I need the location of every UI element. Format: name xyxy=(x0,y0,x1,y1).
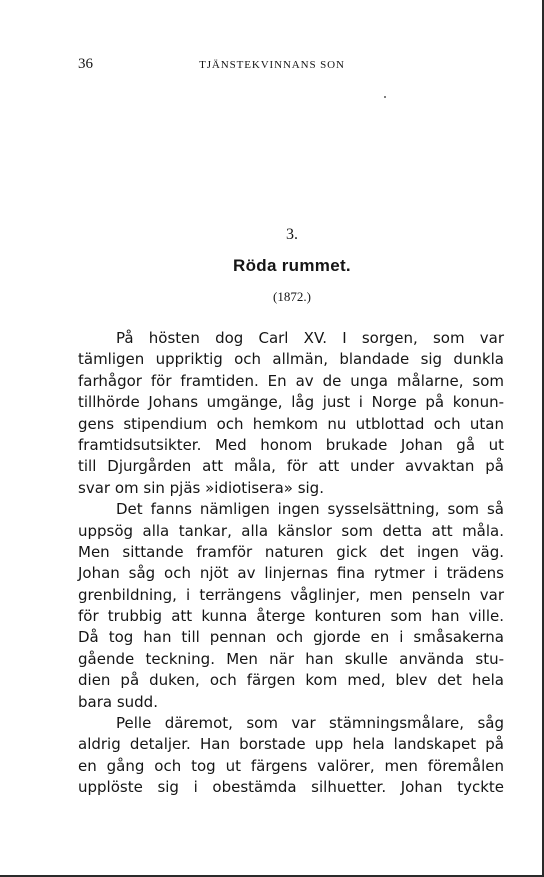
text-line: till Djurgården att måla, för att under avvaktan på xyxy=(78,457,504,476)
text-line: gående teckning. Men när han skulle använda stu- xyxy=(78,649,504,668)
chapter-title: Röda rummet. xyxy=(233,256,351,275)
text-line: Då tog han till pennan och gjorde en i småsakerna xyxy=(78,628,504,647)
text-line: aldrig detaljer. Han borstade upp hela landskapet på xyxy=(78,735,504,754)
text-line: svar om sin pjäs »idiotisera» sig. xyxy=(78,478,324,497)
text-line: upplöste sig i obestämda silhuetter. Johan tyckte xyxy=(78,778,504,797)
text-line: bara sudd. xyxy=(78,692,158,711)
text-line: en gång och tog ut färgens valörer, men föremålen xyxy=(78,756,504,775)
text-line: gens stipendium och hemkom nu utblottad och utan xyxy=(78,414,504,433)
page-number: 36 xyxy=(78,56,93,72)
text-line: Men sittande framför naturen gick det ingen väg. xyxy=(78,542,504,561)
text-line: för trubbig att kunna återge konturen som han ville. xyxy=(78,607,504,626)
text-line: Det fanns nämligen ingen sysselsättning, som så xyxy=(116,500,504,519)
running-head: TJÄNSTEKVINNANS SON xyxy=(199,59,345,71)
text-line: farhågor för framtiden. En av de unga målarne, som xyxy=(78,371,504,390)
speck-mark xyxy=(384,96,386,98)
text-line: uppsög alla tankar, alla känslor som detta att måla. xyxy=(78,521,504,540)
body-text xyxy=(78,328,504,799)
text-line: Pelle däremot, som var stämningsmålare, såg xyxy=(116,714,504,733)
text-line: dien på duken, och färgen kom med, blev det hela xyxy=(78,671,504,690)
text-line: Johan såg och njöt av linjernas fina rytmer i trädens xyxy=(78,564,504,583)
text-line: framtidsutsikter. Med honom brukade Johan gå ut xyxy=(78,435,504,454)
text-line: tillhörde Johans umgänge, låg just i Norge på konun- xyxy=(78,393,504,412)
chapter-year: (1872.) xyxy=(273,289,311,304)
text-line: På hösten dog Carl XV. I sorgen, som var xyxy=(116,329,504,347)
text-line: grenbildning, i terrängens våglinjer, men penseln var xyxy=(78,585,504,604)
text-line: tämligen uppriktig och allmän, blandade sig dunkla xyxy=(78,350,504,369)
chapter-number: 3. xyxy=(286,226,298,243)
